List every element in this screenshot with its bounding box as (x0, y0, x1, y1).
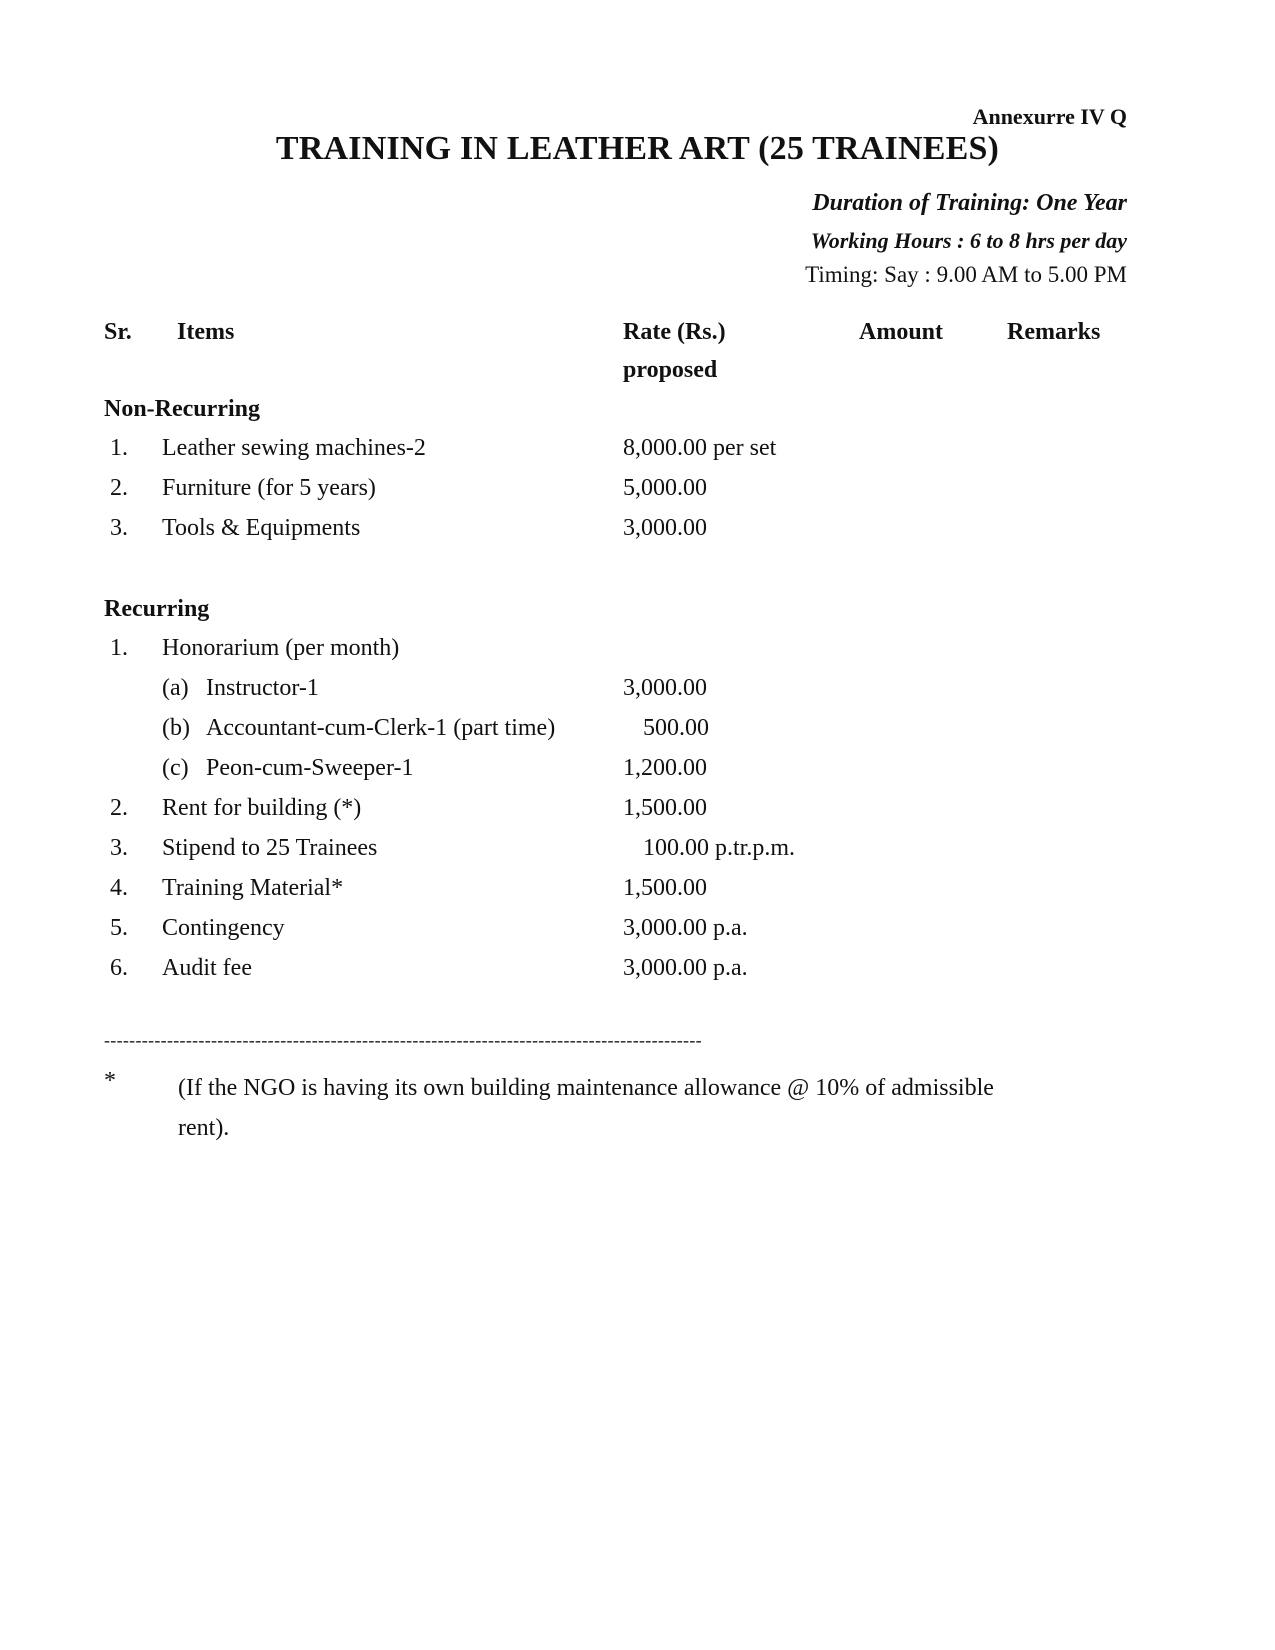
row-number: 4. (110, 875, 128, 901)
section-heading-non-recurring: Non-Recurring (104, 396, 260, 422)
footnote-marker: * (104, 1068, 116, 1094)
subrow-item: Accountant-cum-Clerk-1 (part time) (206, 715, 556, 741)
row-number: 5. (110, 915, 128, 941)
row-item: Audit fee (162, 955, 252, 981)
row-item: Rent for building (*) (162, 795, 362, 821)
subrow-item: Instructor-1 (206, 675, 319, 701)
header-rate-proposed: proposed (623, 357, 718, 383)
header-remarks: Remarks (1007, 319, 1101, 345)
row-number: 2. (110, 475, 128, 501)
working-hours-text: Working Hours : 6 to 8 hrs per day (810, 228, 1127, 253)
subrow-letter: (a) (162, 675, 189, 701)
row-rate: 100.00 p.tr.p.m. (643, 835, 796, 861)
timing-text: Timing: Say : 9.00 AM to 5.00 PM (805, 262, 1127, 287)
row-item: Stipend to 25 Trainees (162, 835, 378, 861)
duration-text: Duration of Training: One Year (812, 190, 1127, 216)
row-rate: 5,000.00 (623, 475, 707, 501)
row-item: Leather sewing machines-2 (162, 435, 426, 461)
row-item: Tools & Equipments (162, 515, 361, 541)
subrow-rate: 1,200.00 (623, 755, 707, 781)
subrow-rate: 3,000.00 (623, 675, 707, 701)
row-number: 1. (110, 635, 128, 661)
row-rate: 3,000.00 p.a. (623, 955, 748, 981)
divider-rule: ----------------------------------------------------------------------------------------------- (104, 1030, 702, 1050)
header-rate: Rate (Rs.) (623, 319, 726, 345)
header-items: Items (177, 319, 235, 345)
footnote-text: (If the NGO is having its own building maintenance allowance @ 10% of admissible rent). (178, 1075, 994, 1141)
row-rate: 8,000.00 per set (623, 435, 777, 461)
subrow-letter: (b) (162, 715, 190, 741)
subrow-item: Peon-cum-Sweeper-1 (206, 755, 414, 781)
row-number: 2. (110, 795, 128, 821)
row-item: Contingency (162, 915, 285, 941)
row-number: 6. (110, 955, 128, 981)
row-rate: 3,000.00 p.a. (623, 915, 748, 941)
header-amount: Amount (859, 319, 944, 345)
row-item: Training Material* (162, 875, 344, 901)
row-number: 1. (110, 435, 128, 461)
header-sr: Sr. (104, 319, 132, 345)
document-title: TRAINING IN LEATHER ART (25 TRAINEES) (275, 130, 1000, 167)
annexure-label: Annexurre IV Q (972, 104, 1127, 129)
row-item: Furniture (for 5 years) (162, 475, 376, 501)
row-number: 3. (110, 515, 128, 541)
row-rate: 3,000.00 (623, 515, 707, 541)
subrow-letter: (c) (162, 755, 189, 781)
row-number: 3. (110, 835, 128, 861)
row-item: Honorarium (per month) (162, 635, 400, 661)
subrow-rate: 500.00 (643, 715, 709, 741)
row-rate: 1,500.00 (623, 875, 707, 901)
section-heading-recurring: Recurring (104, 596, 210, 622)
row-rate: 1,500.00 (623, 795, 707, 821)
